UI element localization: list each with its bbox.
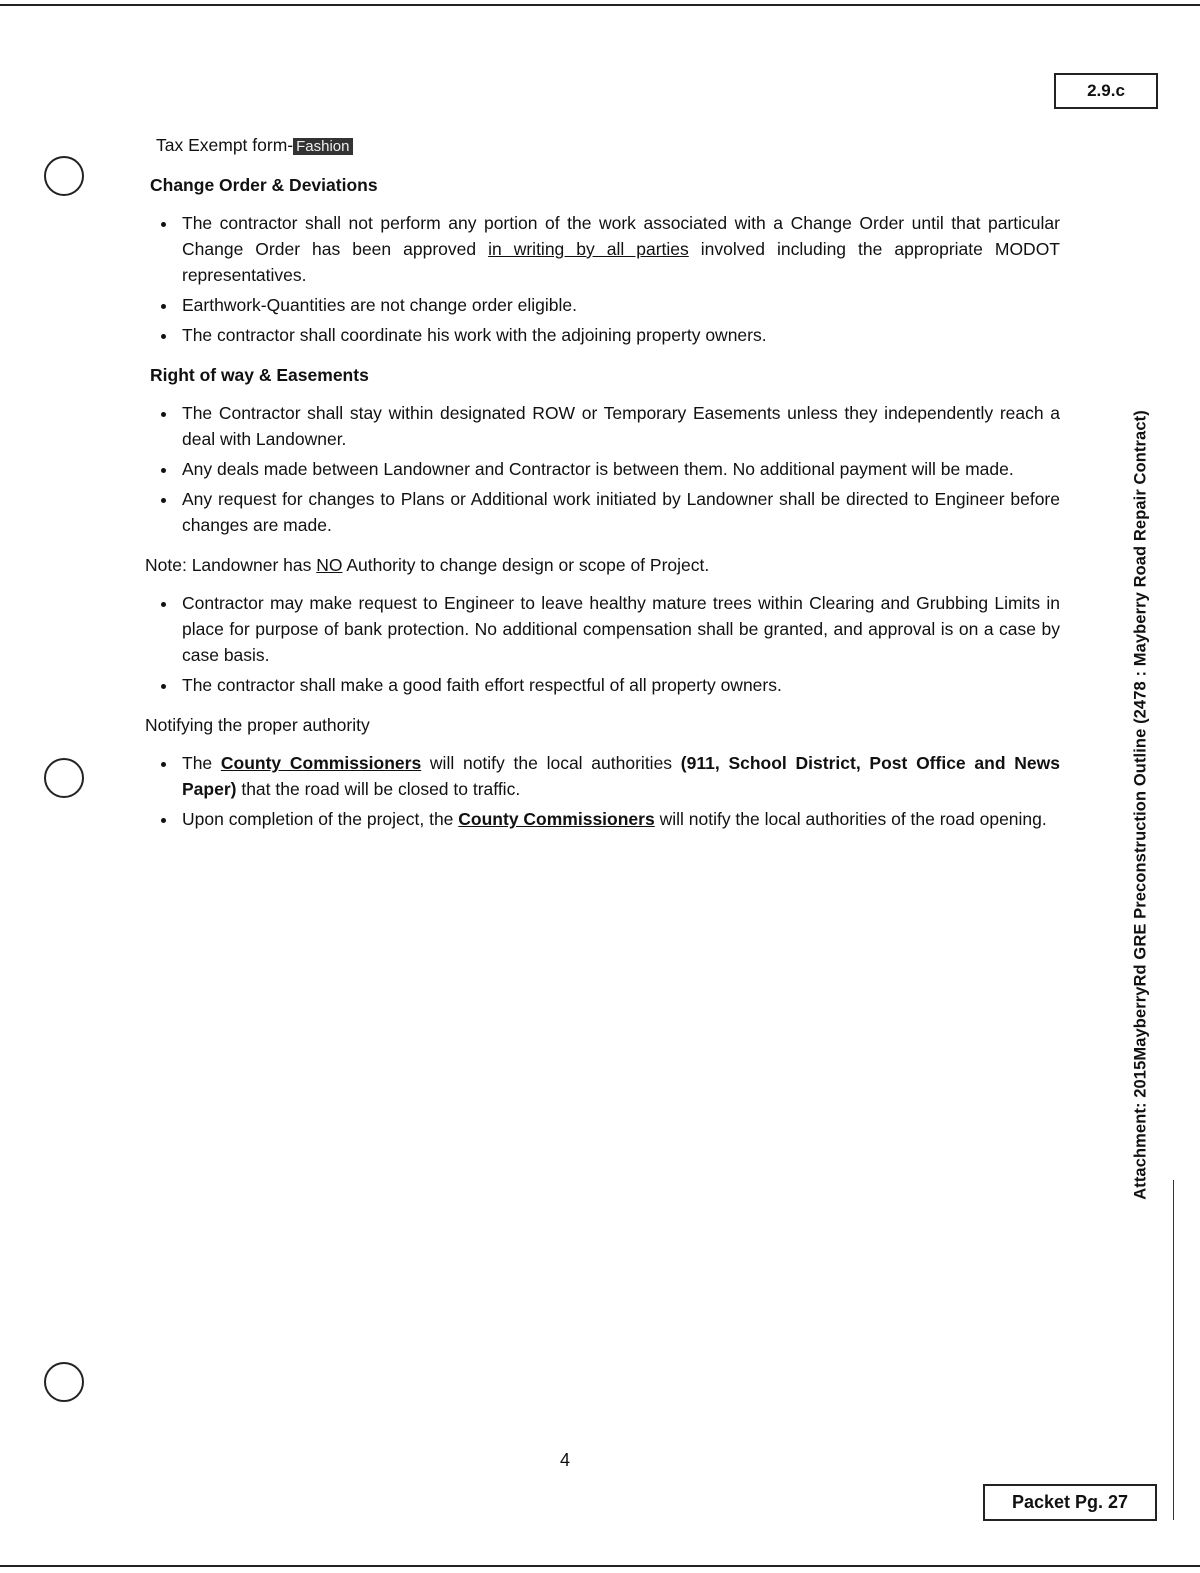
tax-exempt-highlight: Fashion — [293, 138, 352, 155]
list-item: • The contractor shall make a good faith effort respectful of all property owners. — [178, 672, 1060, 698]
list-item: • Contractor may make request to Engineer to leave healthy mature trees within Clearing and Grubbing Limits in place for purpose of bank protection. No additional compensation shall be granted, and approval is on a case by case basis. — [178, 590, 1060, 668]
list-item: • Earthwork-Quantities are not change order eligible. — [178, 292, 1060, 318]
attachment-label: Attachment: 2015MayberryRd GRE Preconstruction Outline (2478 : Mayberry Road Repair Contract) — [1131, 410, 1150, 1200]
change-order-heading: Change Order & Deviations — [150, 175, 378, 195]
list-item: • The contractor shall coordinate his work with the adjoining property owners. — [178, 322, 1060, 348]
binder-hole-icon — [44, 758, 84, 798]
right-of-way-heading: Right of way & Easements — [150, 365, 369, 385]
top-border-line — [0, 4, 1200, 6]
binder-hole-icon — [44, 156, 84, 196]
list-item: • Any deals made between Landowner and Contractor is between them. No additional payment will be made. — [178, 456, 1060, 482]
page-number: 4 — [560, 1450, 571, 1470]
list-item: • The Contractor shall stay within designated ROW or Temporary Easements unless they independently reach a deal with Landowner. — [178, 400, 1060, 452]
tax-exempt-label: Tax Exempt form- — [156, 135, 294, 155]
binder-hole-icon — [44, 1362, 84, 1402]
document-body — [140, 132, 1060, 846]
list-item: • Upon completion of the project, the County Commissioners will notify the local authorities of the road opening. — [178, 806, 1060, 832]
notifying-heading: Notifying the proper authority — [145, 715, 370, 735]
packet-page-badge: Packet Pg. 27 — [983, 1484, 1157, 1521]
right-of-way-list — [140, 400, 1060, 538]
list-item: • Any request for changes to Plans or Additional work initiated by Landowner shall be directed to Engineer before changes are made. — [178, 486, 1060, 538]
change-order-list — [140, 210, 1060, 348]
list-item: • The contractor shall not perform any portion of the work associated with a Change Order until that particular Change Order has been approved in writing by all parties involved including the appropriate MODOT representatives. — [178, 210, 1060, 288]
tax-exempt-line — [156, 132, 1060, 160]
bottom-border-line — [0, 1565, 1200, 1567]
right-of-way-list-2 — [140, 590, 1060, 698]
section-badge: 2.9.c — [1054, 73, 1158, 109]
notifying-list — [140, 750, 1060, 832]
list-item: • The County Commissioners will notify the local authorities (911, School District, Post Office and News Paper) that the road will be closed to traffic. — [178, 750, 1060, 802]
side-margin-line — [1173, 1180, 1174, 1520]
landowner-note: Note: Landowner has NO Authority to change design or scope of Project. — [145, 555, 710, 575]
